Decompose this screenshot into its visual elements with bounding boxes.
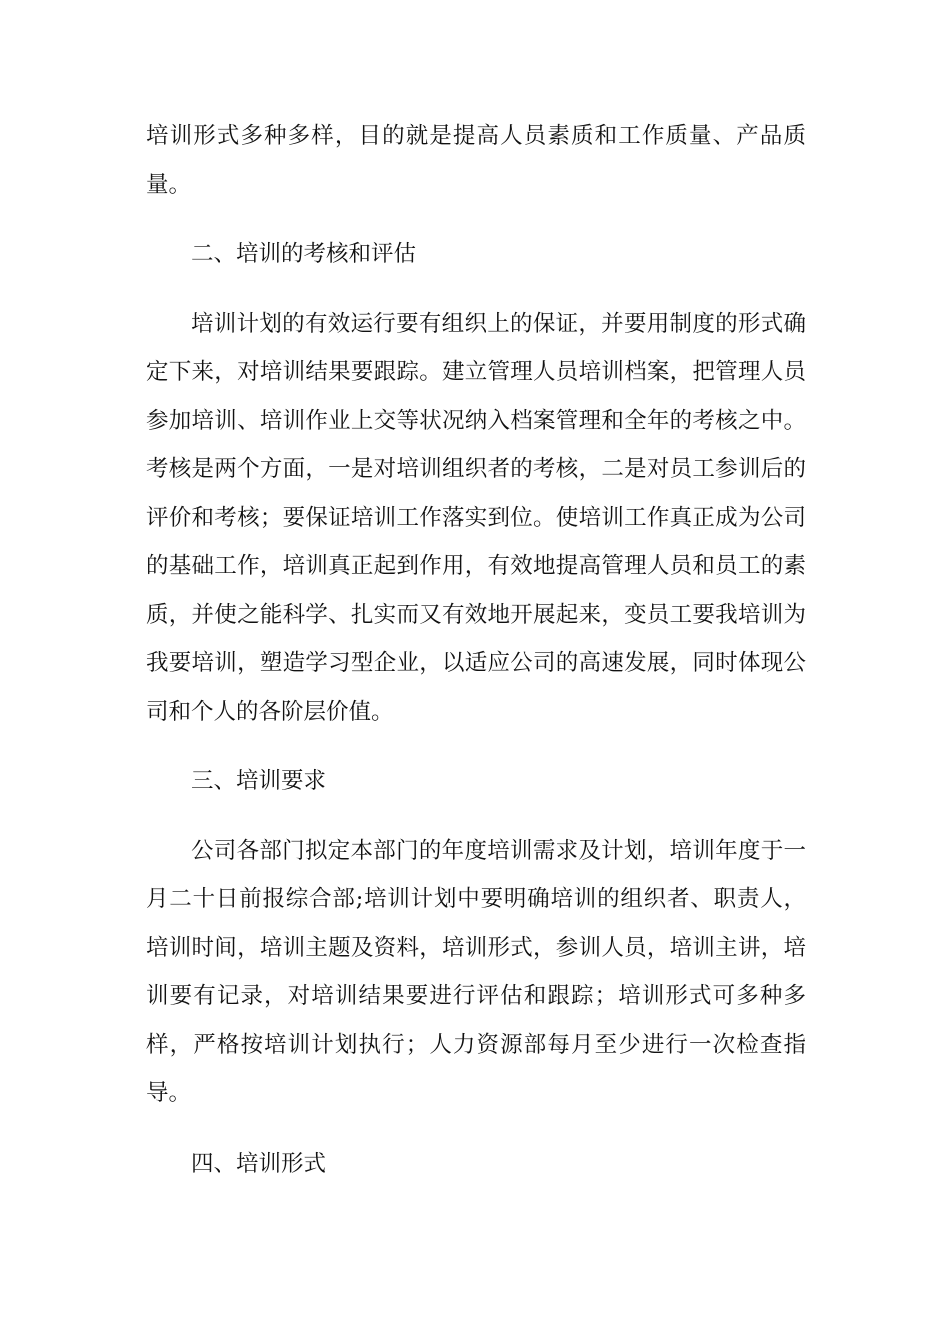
- paragraph-intro-continued: 培训形式多种多样，目的就是提高人员素质和工作质量、产品质量。: [146, 123, 806, 198]
- section-heading-forms: 四、培训形式: [191, 1150, 327, 1177]
- document-body: [146, 112, 806, 1188]
- paragraph-requirements: 公司各部门拟定本部门的年度培训需求及计划，培训年度于一月二十日前报综合部;培训计划中要明确培训的组织者、职责人，培训时间，培训主题及资料，培训形式，参训人员，培训主讲，培训要有记录，对培训结果要进行评估和跟踪；培训形式可多种多样，严格按培训计划执行；人力资源部每月至少进行一次检查指导。: [146, 837, 806, 1106]
- paragraph-assessment: 培训计划的有效运行要有组织上的保证，并要用制度的形式确定下来，对培训结果要跟踪。建立管理人员培训档案，把管理人员参加培训、培训作业上交等状况纳入档案管理和全年的考核之中。考核是两个方面，一是对培训组织者的考核，二是对员工参训后的评价和考核；要保证培训工作落实到位。使培训工作真正成为公司的基础工作，培训真正起到作用，有效地提高管理人员和员工的素质，并使之能科学、扎实而又有效地开展起来，变员工要我培训为我要培训，塑造学习型企业，以适应公司的高速发展，同时体现公司和个人的各阶层价值。: [146, 310, 806, 725]
- section-heading-requirements: 三、培训要求: [191, 768, 327, 794]
- section-heading-assessment: 二、培训的考核和评估: [191, 241, 417, 267]
